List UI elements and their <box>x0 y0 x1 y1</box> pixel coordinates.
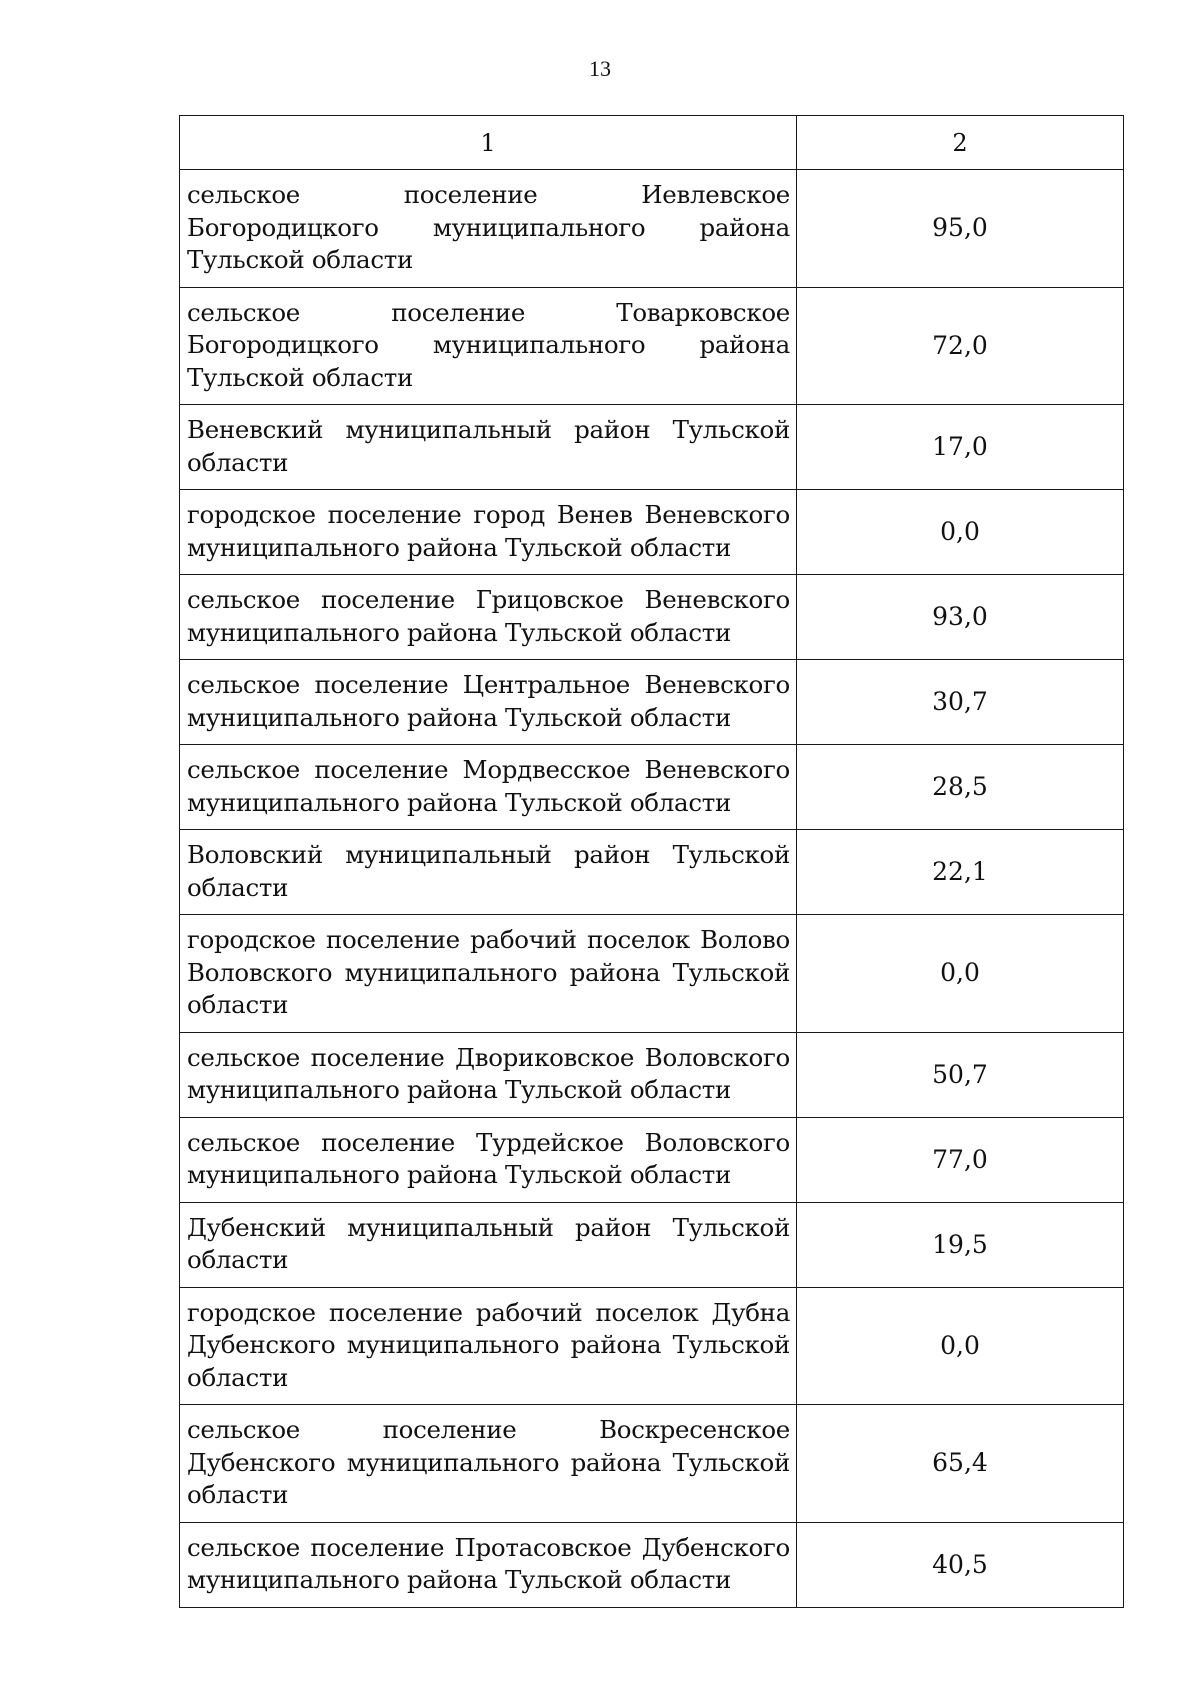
municipality-name-cell: сельское поселение Протасовское Дубенского муниципального района Тульской области <box>180 1522 797 1607</box>
table-row <box>180 575 1124 660</box>
table-header-row <box>180 116 1124 170</box>
table-row <box>180 1202 1124 1287</box>
table-row <box>180 1032 1124 1117</box>
municipality-name-cell: Воловский муниципальный район Тульской области <box>180 830 797 915</box>
municipality-name-cell: сельское поселение Центральное Веневского муниципального района Тульской области <box>180 660 797 745</box>
value-cell: 95,0 <box>797 170 1124 288</box>
value-cell: 77,0 <box>797 1117 1124 1202</box>
column-header-1: 1 <box>180 116 797 170</box>
table-row <box>180 405 1124 490</box>
value-cell: 65,4 <box>797 1405 1124 1523</box>
municipality-name-cell: сельское поселение Турдейское Воловского муниципального района Тульской области <box>180 1117 797 1202</box>
municipality-name-cell: сельское поселение Товарковское Богородицкого муниципального района Тульской области <box>180 287 797 405</box>
allocation-table <box>179 115 1124 1608</box>
table-body <box>180 116 1124 1608</box>
value-cell: 0,0 <box>797 1287 1124 1405</box>
table-row <box>180 1522 1124 1607</box>
municipality-name-cell: городское поселение город Венев Веневского муниципального района Тульской области <box>180 490 797 575</box>
value-cell: 22,1 <box>797 830 1124 915</box>
table-row <box>180 490 1124 575</box>
column-header-2: 2 <box>797 116 1124 170</box>
municipality-name-cell: сельское поселение Мордвесское Веневского муниципального района Тульской области <box>180 745 797 830</box>
municipality-name-cell: сельское поселение Двориковское Воловского муниципального района Тульской области <box>180 1032 797 1117</box>
value-cell: 40,5 <box>797 1522 1124 1607</box>
value-cell: 93,0 <box>797 575 1124 660</box>
municipality-name-cell: сельское поселение Грицовское Веневского муниципального района Тульской области <box>180 575 797 660</box>
table-row <box>180 287 1124 405</box>
table-row <box>180 1287 1124 1405</box>
table-row <box>180 1117 1124 1202</box>
value-cell: 50,7 <box>797 1032 1124 1117</box>
value-cell: 72,0 <box>797 287 1124 405</box>
table-row <box>180 915 1124 1033</box>
value-cell: 0,0 <box>797 915 1124 1033</box>
municipality-name-cell: городское поселение рабочий поселок Волово Воловского муниципального района Тульской области <box>180 915 797 1033</box>
table-row <box>180 660 1124 745</box>
table-row <box>180 745 1124 830</box>
municipality-name-cell: Дубенский муниципальный район Тульской области <box>180 1202 797 1287</box>
value-cell: 30,7 <box>797 660 1124 745</box>
municipality-name-cell: Веневский муниципальный район Тульской области <box>180 405 797 490</box>
value-cell: 28,5 <box>797 745 1124 830</box>
table-row <box>180 1405 1124 1523</box>
table-row <box>180 170 1124 288</box>
value-cell: 17,0 <box>797 405 1124 490</box>
municipality-name-cell: городское поселение рабочий поселок Дубна Дубенского муниципального района Тульской области <box>180 1287 797 1405</box>
page-number: 13 <box>589 56 611 81</box>
municipality-name-cell: сельское поселение Иевлевское Богородицкого муниципального района Тульской области <box>180 170 797 288</box>
value-cell: 0,0 <box>797 490 1124 575</box>
table-row <box>180 830 1124 915</box>
municipality-name-cell: сельское поселение Воскресенское Дубенского муниципального района Тульской области <box>180 1405 797 1523</box>
value-cell: 19,5 <box>797 1202 1124 1287</box>
